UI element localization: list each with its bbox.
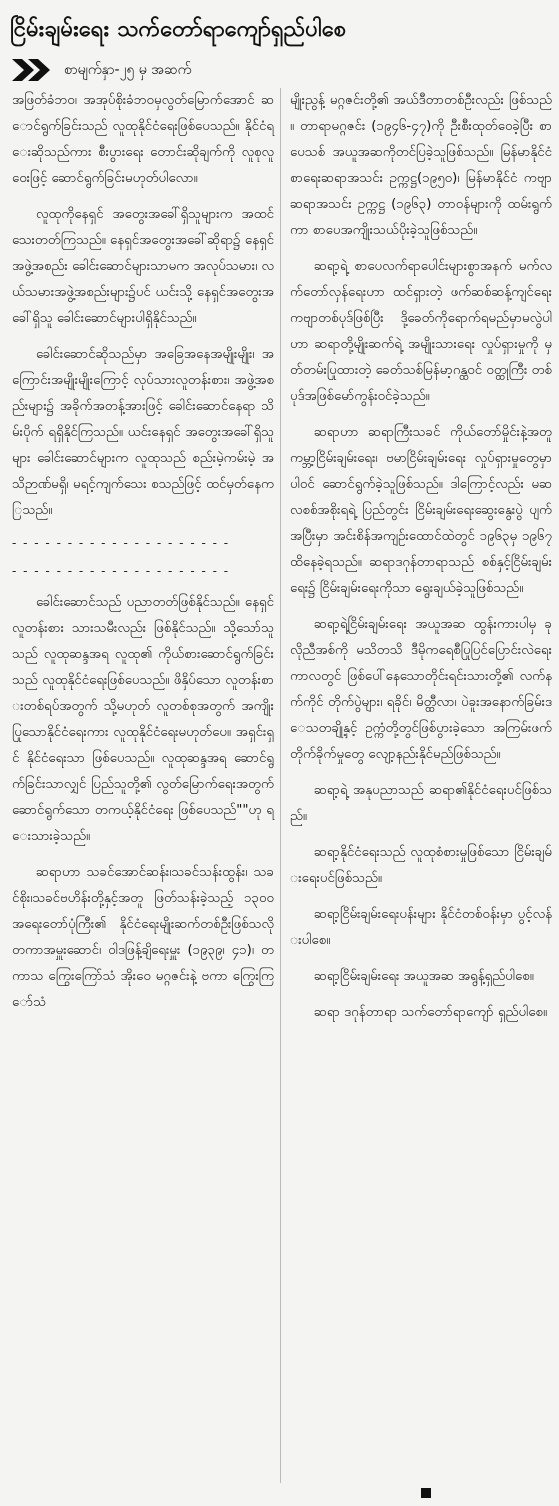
article-body xyxy=(12,88,550,1488)
separator-line: - - - - - - - - - - - - - - - - - - - - xyxy=(12,564,230,578)
right-column xyxy=(290,88,552,1488)
paragraph: ဆရာ့ရဲ့ငြိမ်းချမ်းရေး အယူအဆ ထွန်းကားပါမှ ခုလိုညီအစ်ကို မသိတသိ ဒီမိုကရေစီပြုပြင်ပြောင်းလဲရေး ကာလတွင် ဖြစ်ပေါ်နေသောတိုင်းရင်းသားတို့၏ လက်နက်ကိုင် တိုက်ပွဲများ၊ ရခိုင်၊ မိတ္ထီလာ၊ ပဲခူးအနောက်ခြမ်းဒေသတချို့နှင့် ဥက္ကံတို့တွင်ဖြစ်ပွားခဲ့သော အကြမ်းဖက်တိုက်ခိုက်မှုတွေ လျော့နည်းနိုင်မည်ဖြစ်သည်။ xyxy=(290,617,552,762)
paragraph: ဆရာ့ငြိမ်းချမ်းရေး အယူအဆ အရွန့်ရှည်ပါစေ။ xyxy=(314,969,534,984)
continued-label: စာမျက်နှာ-၂၅ မှ အဆက် xyxy=(64,61,192,78)
continued-from xyxy=(12,56,191,84)
paragraph: ဆရာ ဒဂုန်တာရာ သက်တော်ရာကျော် ရှည်ပါစေ။ xyxy=(314,1005,548,1020)
paragraph: ဆရာ့ရဲ့ အနုပညာသည် ဆရာ၏နိုင်ငံရေးပင်ဖြစ်သည်။ xyxy=(290,783,552,824)
paragraph: လူထုကိုနေရှင် အတွေးအခေါ်ရှိသူများက အထင်သေးတတ်ကြသည်။ နေရှင်အတွေးအခေါ်ဆိုရာ၌ နေရှင်အဖွဲ့အစည်း ခေါင်းဆောင်များသာမက အလုပ်သမား၊ လယ်သမားအဖွဲ့အစည်းများ၌ပင် ယင်းသို့ နေရှင်အတွေးအခေါ်ရှိသူ ခေါင်းဆောင်များပါရှိနိုင်သည်။ xyxy=(12,207,274,326)
double-chevron-right-icon xyxy=(12,59,56,81)
column-divider xyxy=(280,88,281,1483)
paragraph: ဆရာ့နိုင်ငံရေးသည် လူထုစံစားမှုဖြစ်သော ငြိမ်းချမ်းရေးပင်ဖြစ်သည်။ xyxy=(290,845,552,886)
separator-line: - - - - - - - - - - - - - - - - - - - - xyxy=(12,536,230,550)
paragraph: ဆရာဟာ သခင်အောင်ဆန်း၊သခင်သန်းထွန်း၊ သခင်စိုး၊သခင်ဗဟိန်းတို့နှင့်အတူ ဖြတ်သန်းခဲ့သည့် ၁၃၀၀ အရေးတော်ပုံကြီး၏ နိုင်ငံရေးမျိုးဆက်တစ်ဦးဖြစ်သလို တကာအမှူးဆောင်၊ ဝါဒဖြန့်ချိရေးမှူး (၁၉၃၉၊ ၄၁)၊ တကာသ ကြွေးကြော်သံ အိုးဝေ မဂ္ဂဇင်းနဲ့ ဗကာ ကြွေးကြော်သံ xyxy=(12,865,274,1010)
paragraph: အဖြတ်ခံဘ၀၊ အအုပ်စိုးခံဘ၀မှလွတ်မြောက်အောင် ဆောင်ရွက်ခြင်းသည် လူထုနိုင်ငံရေးဖြစ်ပေသည်။ နိုင်ငံရေးဆိုသည်ကား စီးပွားရေး တောင်းဆိုချက်ကို လူစုလူဝေးဖြင့် ဆောင်ရွက်ခြင်းမဟုတ်ပါလော။ xyxy=(12,93,274,186)
paragraph: ဆရာ့ငြိမ်းချမ်းရေးပန်းများ နိုင်ငံတစ်ဝန်းမှာ ပွင့်လန်းပါစေ။ xyxy=(290,907,552,948)
paragraph: ခေါင်းဆောင်ဆိုသည်မှာ အခြေအနေအမျိုးမျိုး၊ အကြောင်းအမျိုးမျိုးကြောင့် လုပ်သားလူတန်းစား၊ အဖွဲ့အစည်းများ၌ အခိုက်အတန့်အားဖြင့် ခေါင်းဆောင်နေရာ သိမ်းပိုက် ရရှိနိုင်ကြသည်။ ယင်းနေရှင် အတွေးအခေါ်ရှိသူများ ခေါင်းဆောင်များက လူထုသည် စည်းမဲ့ကမ်းမဲ့ အသိဉာဏ်မရှိ၊ မရင့်ကျက်သေး စသည်ဖြင့် ထင်မှတ်နေကြသည်။ xyxy=(12,347,274,518)
headline: ငြိမ်းချမ်းရေး သက်တော်ရာကျော်ရှည်ပါစေ xyxy=(10,17,347,42)
paragraph: ဆရာဟာ ဆရာကြီးသခင် ကိုယ်တော်မှိုင်းနဲ့အတူ ကမ္ဘာ့ငြိမ်းချမ်းရေး၊ ဗမာငြိမ်းချမ်းရေး လှုပ်ရှားမှုတွေမှာ ပါဝင် ဆောင်ရွက်ခဲ့သူဖြစ်သည်။ ဒါကြောင့်လည်း မဆလစစ်အစိုးရရဲ့ ပြည်တွင်း ငြိမ်းချမ်းရေးဆွေးနွေးပွဲ ပျက်အပြီးမှာ အင်းစိန်အကျဉ်းထောင်ထဲတွင် ၁၉၆၃မှ ၁၉၆၇ထိနေခဲ့ရသည်။ ဆရာဒဂုန်တာရာသည် စစ်နှင့်ငြိမ်းချမ်းရေး၌ ငြိမ်းချမ်းရေးကိုသာ ရွေးချယ်ခဲ့သူဖြစ်သည်။ xyxy=(290,425,552,596)
paragraph: ခေါင်းဆောင်သည် ပညာတတ်ဖြစ်နိုင်သည်။ နေရှင်လူတန်းစား သားသမီးလည်း ဖြစ်နိုင်သည်။ သို့သော်သူသည် လူထုဆန္ဒအရ လူထု၏ ကိုယ်စားဆောင်ရွက်ခြင်းသည် လူထုနိုင်ငံရေးဖြစ်ပေသည်။ ဖိနှိပ်သော လူတန်းစားတစ်ရပ်အတွက် သို့မဟုတ် လူတစ်စုအတွက် အကျိုးပြုသောနိုင်ငံရေးကား လူထုနိုင်ငံရေးမဟုတ်ပေ။ အရှင်းရှင် နိုင်ငံရေးသာ ဖြစ်ပေသည်။ လူထုဆန္ဒအရ ဆောင်ရွက်ခြင်းသာလျှင် ပြည်သူတို့၏ လွတ်မြောက်ရေးအတွက်ဆောင်ရွက်သော တကယ့်နိုင်ငံရေး ဖြစ်ပေသည်""ဟု ရေးသားခဲ့သည်။ xyxy=(12,595,274,844)
paragraph: မျိုးညွန့် မဂ္ဂဇင်းတို့၏ အယ်ဒီတာတစ်ဦးလည်း ဖြစ်သည်။ တာရာမဂ္ဂဇင်း (၁၉၄၆-၄၇)ကို ဦးစီးထုတ်ဝေခဲ့ပြီး စာပေသစ် အယူအဆကိုတင်ပြခဲ့သူဖြစ်သည်။ မြန်မာနိုင်ငံစာရေးဆရာအသင်း ဥက္ကဋ္ဌ(၁၉၅၀)၊ မြန်မာနိုင်ငံ ကဗျာဆရာအသင်း ဥက္ကဋ္ဌ (၁၉၆၃) တာဝန်များကို ထမ်းရွက်ကာ စာပေအကျိုးသယ်ပိုးခဲ့သူဖြစ်သည်။ xyxy=(290,93,552,238)
paragraph: ဆရာ့ရဲ့ စာပေလက်ရာပေါင်းများစွာအနက် မက်လက်တော်လှန်ရေးဟာ ထင်ရှားတဲ့ ဖက်ဆစ်ဆန့်ကျင်ရေးကဗျာတစ်ပုဒ်ဖြစ်ပြီး ဒို့ခေတ်ကိုရောက်ရမည်မှာမလွဲပါဟာ ဆရာတို့မျိုးဆက်ရဲ့ အမျိုးသားရေး လှုပ်ရှားမှုကို မှတ်တမ်းပြုထားတဲ့ ခေတ်သစ်မြန်မာ့ဂန္ထဝင် ဝတ္ထုကြီး တစ်ပုဒ်အဖြစ်မော်ကွန်းဝင်ခဲ့သည်။ xyxy=(290,259,552,404)
left-column xyxy=(12,88,274,1488)
end-of-article-square-icon xyxy=(421,1488,431,1498)
